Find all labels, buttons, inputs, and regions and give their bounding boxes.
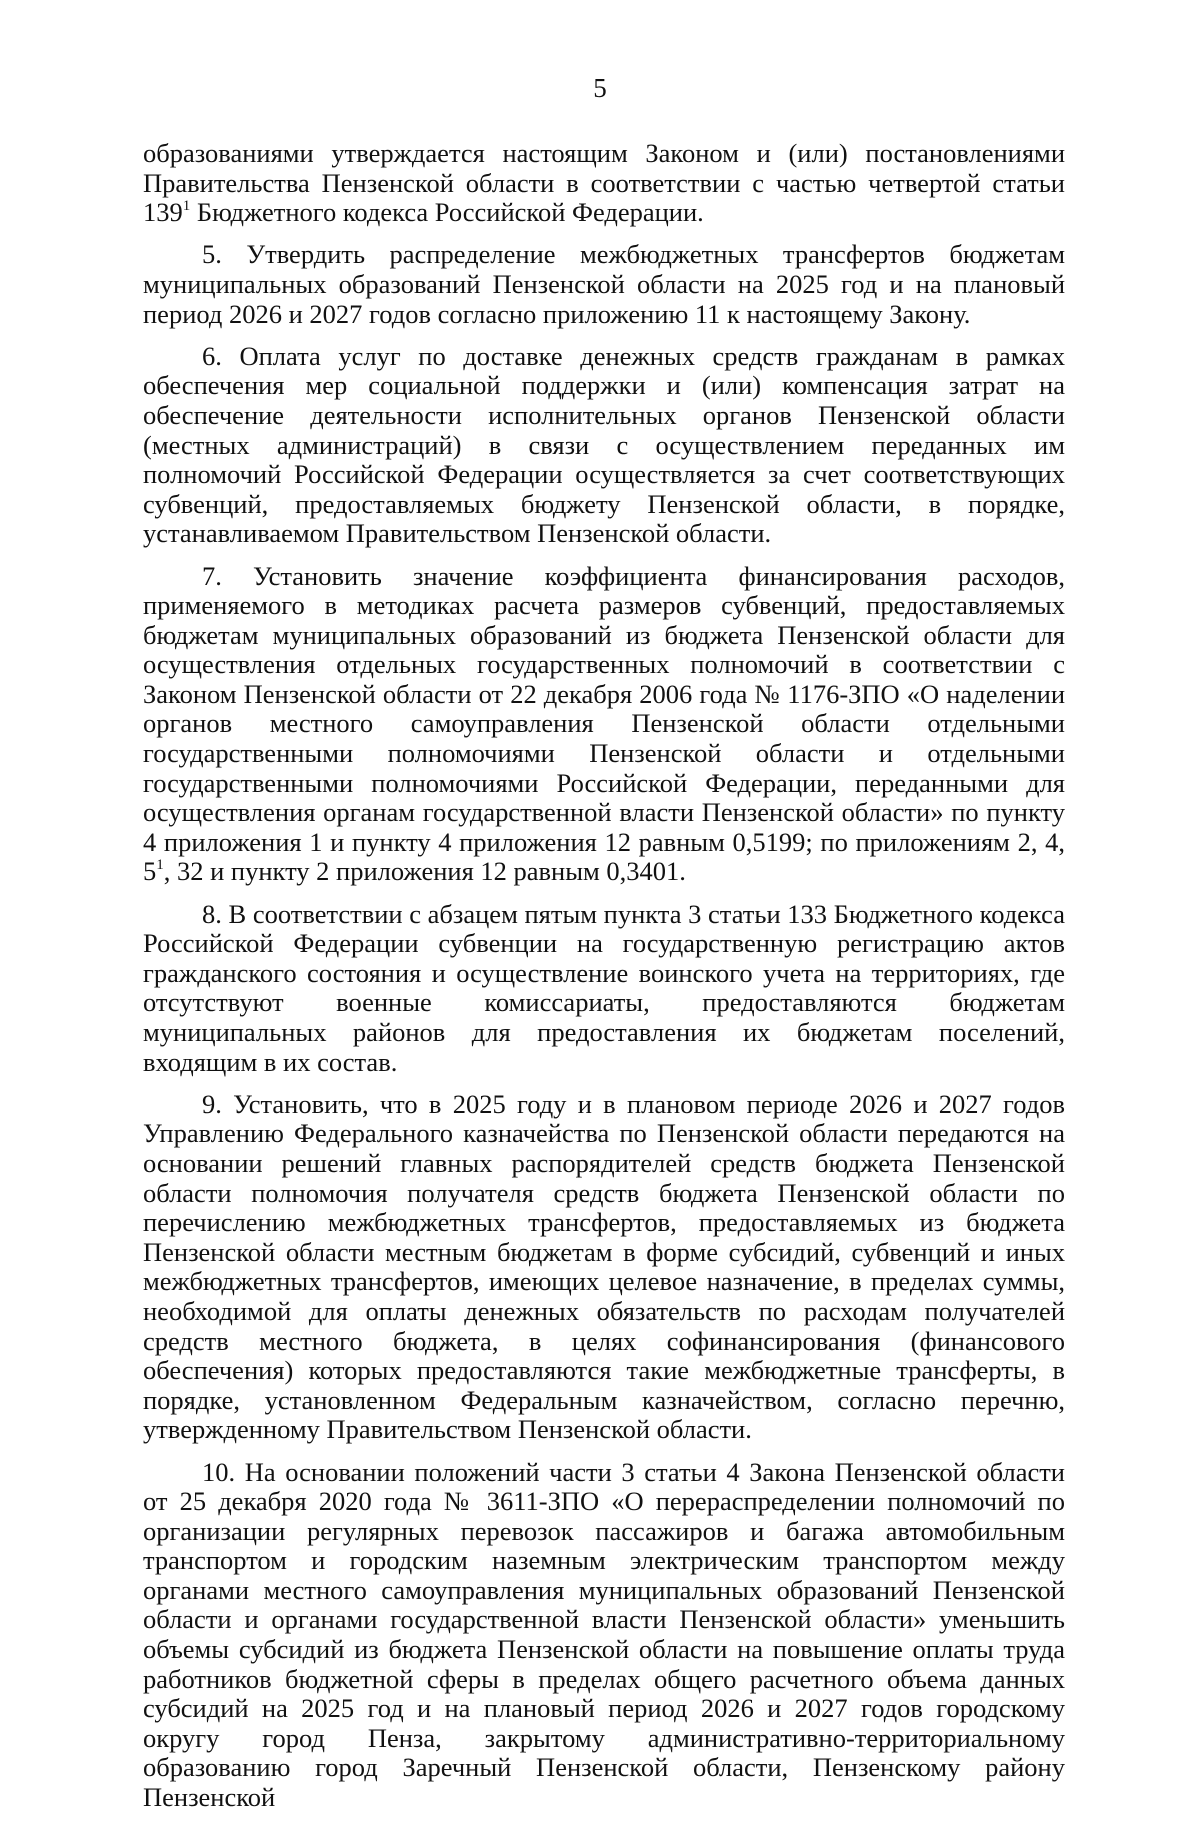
paragraph-continuation-text-a: образованиями утверждается настоящим Законом и (или) постановлениями Правительства Пензенской области в соответствии с частью четвертой статьи 139 — [143, 138, 1065, 228]
paragraph-7 — [143, 562, 1065, 888]
paragraph-9: 9. Установить, что в 2025 году и в плановом периоде 2026 и 2027 годов Управлению Федерального казначейства по Пензенской области передаются на основании решений главных распорядителей средств бюджета Пензенской области полномочия получателя средств бюджета Пензенской области по перечислению межбюджетных трансфертов, предоставляемых из бюджета Пензенской области местным бюджетам в форме субсидий, субвенций и иных межбюджетных трансфертов, имеющих целевое назначение, в пределах суммы, необходимой для оплаты денежных обязательств по расходам получателей средств местного бюджета, в целях софинансирования (финансового обеспечения) которых предоставляются такие межбюджетные трансферты, в порядке, установленном Федеральным казначейством, согласно перечню, утвержденному Правительством Пензенской области. — [143, 1088, 1065, 1445]
paragraph-continuation-text-b: Бюджетного кодекса Российской Федерации. — [190, 197, 704, 228]
paragraph-5: 5. Утвердить распределение межбюджетных трансфертов бюджетам муниципальных образований Пензенской области на 2025 год и на плановый период 2026 и 2027 годов согласно приложению 11 к настоящему Закону. — [143, 239, 1065, 329]
document-body — [143, 139, 1065, 1825]
paragraph-7-text-a: 7. Установить значение коэффициента финансирования расходов, применяемого в методиках расчета размеров субвенций, предоставляемых бюджетам муниципальных образований из бюджета Пензенской области для осуществления отдельных государственных полномочий в соответствии с Законом Пензенской области от 22 декабря 2006 года № 1176-ЗПО «О наделении органов местного самоуправления Пензенской области отдельными государственными полномочиями Пензенской области и отдельными государственными полномочиями Российской Федерации, переданными для осуществления органам государственной власти Пензенской области» по пункту 4 приложения 1 и пункту 4 приложения 12 равным 0,5199; по приложениям 2, 4, 5 — [143, 560, 1065, 887]
superscript-1: 1 — [182, 198, 191, 215]
page-number: 5 — [593, 73, 607, 103]
paragraph-8: 8. В соответствии с абзацем пятым пункта 3 статьи 133 Бюджетного кодекса Российской Федерации субвенции на государственную регистрацию актов гражданского состояния и осуществление воинского учета на территориях, где отсутствуют военные комиссариаты, предоставляются бюджетам муниципальных районов для предоставления их бюджетам поселений, входящим в их состав. — [143, 898, 1065, 1077]
paragraph-6: 6. Оплата услуг по доставке денежных средств гражданам в рамках обеспечения мер социальной поддержки и (или) компенсация затрат на обеспечение деятельности исполнительных органов Пензенской области (местных администраций) в связи с осуществлением переданных им полномочий Российской Федерации осуществляется за счет соответствующих субвенций, предоставляемых бюджету Пензенской области, в порядке, устанавливаемом Правительством Пензенской области. — [143, 340, 1065, 549]
superscript-5-1: 1 — [156, 857, 164, 874]
paragraph-10: 10. На основании положений части 3 статьи 4 Закона Пензенской области от 25 декабря 2020 года № 3611-ЗПО «О перераспределении полномочий по организации регулярных перевозок пассажиров и багажа автомобильным транспортом и городским наземным электрическим транспортом между органами местного самоуправления муниципальных образований Пензенской области и органами государственной власти Пензенской области» уменьшить объемы субсидий из бюджета Пензенской области на повышение оплаты труда работников бюджетной сферы в пределах общего расчетного объема данных субсидий на 2025 год и на плановый период 2026 и 2027 годов городскому округу город Пенза, закрытому административно-территориальному образованию город Заречный Пензенской области, Пензенскому району Пензенской — [143, 1456, 1065, 1813]
paragraph-7-text-b: , 32 и пункту 2 приложения 12 равным 0,3401. — [163, 856, 686, 887]
paragraph-continuation — [143, 139, 1065, 228]
